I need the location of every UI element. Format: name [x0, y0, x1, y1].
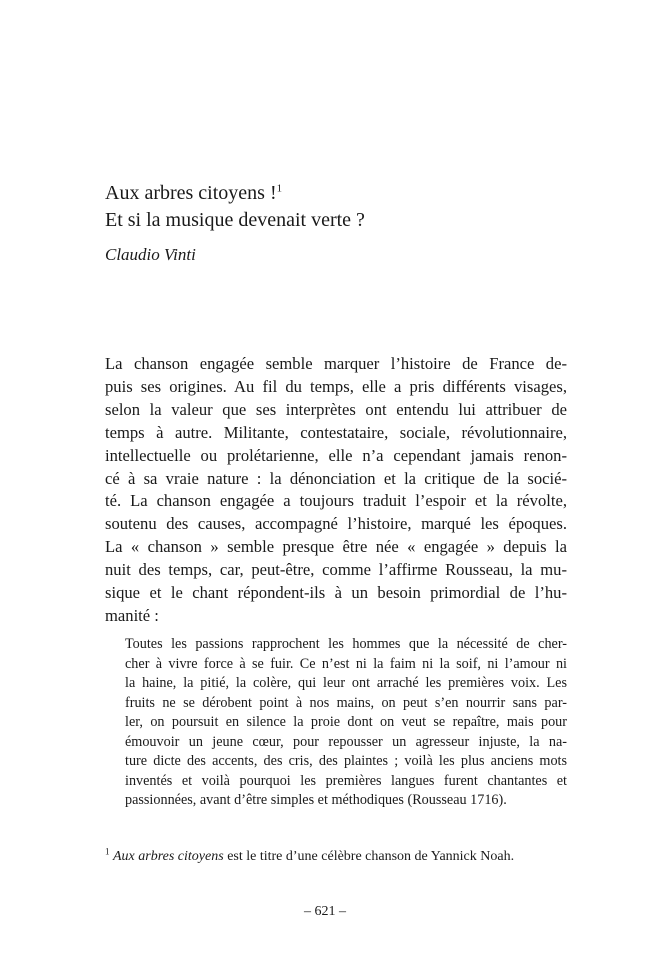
title-main-text: Aux arbres citoyens !: [105, 182, 277, 204]
quote-line: émouvoir un jeune cœur, pour repousser un agresseur injuste, la na-: [125, 733, 567, 750]
footnote: [105, 848, 514, 866]
quote-line: fruits ne se dérobent point à nos mains, on peut s’en nourrir sans par-: [125, 694, 567, 711]
body-line: sique et le chant répondent-ils à un besoin primordial de l’hu-: [105, 583, 567, 603]
body-line: intellectuelle ou prolétarienne, elle n’a cependant jamais renon-: [105, 445, 567, 465]
title-line-2: Et si la musique devenait verte ?: [105, 209, 365, 231]
page-number: – 621 –: [304, 904, 346, 919]
body-paragraph: [105, 353, 567, 628]
title-line-1: [105, 180, 565, 207]
footnote-text: est le titre d’une célèbre chanson de Yannick Noah.: [223, 849, 515, 864]
quote-line: passionnées, avant d’être simples et méthodiques (Rousseau 1716).: [125, 792, 507, 808]
body-line: temps à autre. Militante, contestataire, sociale, révolutionnaire,: [105, 422, 567, 442]
quote-line: cher à vivre force à se fuir. Ce n’est ni la faim ni la soif, ni l’amour ni: [125, 655, 567, 672]
title-footnote-mark: 1: [276, 182, 283, 195]
article-title: [105, 180, 565, 234]
body-line: selon la valeur que ses interprètes ont entendu lui attribuer de: [105, 399, 567, 419]
body-line: La « chanson » semble presque être née « engagée » depuis la: [105, 537, 567, 557]
quote-line: inventés et voilà pourquoi les premières langues furent chantantes et: [125, 772, 567, 789]
block-quote: [125, 635, 567, 811]
body-line: nuit des temps, car, peut-être, comme l’affirme Rousseau, la mu-: [105, 560, 567, 580]
body-line: puis ses origines. Au fil du temps, elle a pris différents visages,: [105, 376, 567, 396]
footnote-song-title: Aux arbres citoyens: [113, 849, 224, 864]
quote-line: Toutes les passions rapprochent les hommes que la nécessité de cher-: [125, 636, 567, 652]
footnote-mark: 1: [105, 846, 110, 857]
quote-line: la haine, la pitié, la colère, qui leur ont arraché les premières voix. Les: [125, 675, 567, 691]
body-line: cé à sa vraie nature : la dénonciation et la critique de la socié-: [105, 468, 567, 488]
body-line: La chanson engagée semble marquer l’histoire de France de-: [105, 354, 567, 373]
author-name: Claudio Vinti: [105, 245, 196, 264]
body-line: manité :: [105, 605, 159, 625]
body-line: soutenu des causes, accompagné l’histoire, marqué les époques.: [105, 514, 567, 534]
body-line: té. La chanson engagée a toujours traduit l’espoir et la révolte,: [105, 491, 567, 511]
quote-line: ture dicte des accents, des cris, des plaintes ; voilà les plus anciens mots: [125, 753, 567, 769]
quote-line: ler, on poursuit en silence la proie dont on veut se repaître, mais pour: [125, 714, 567, 730]
